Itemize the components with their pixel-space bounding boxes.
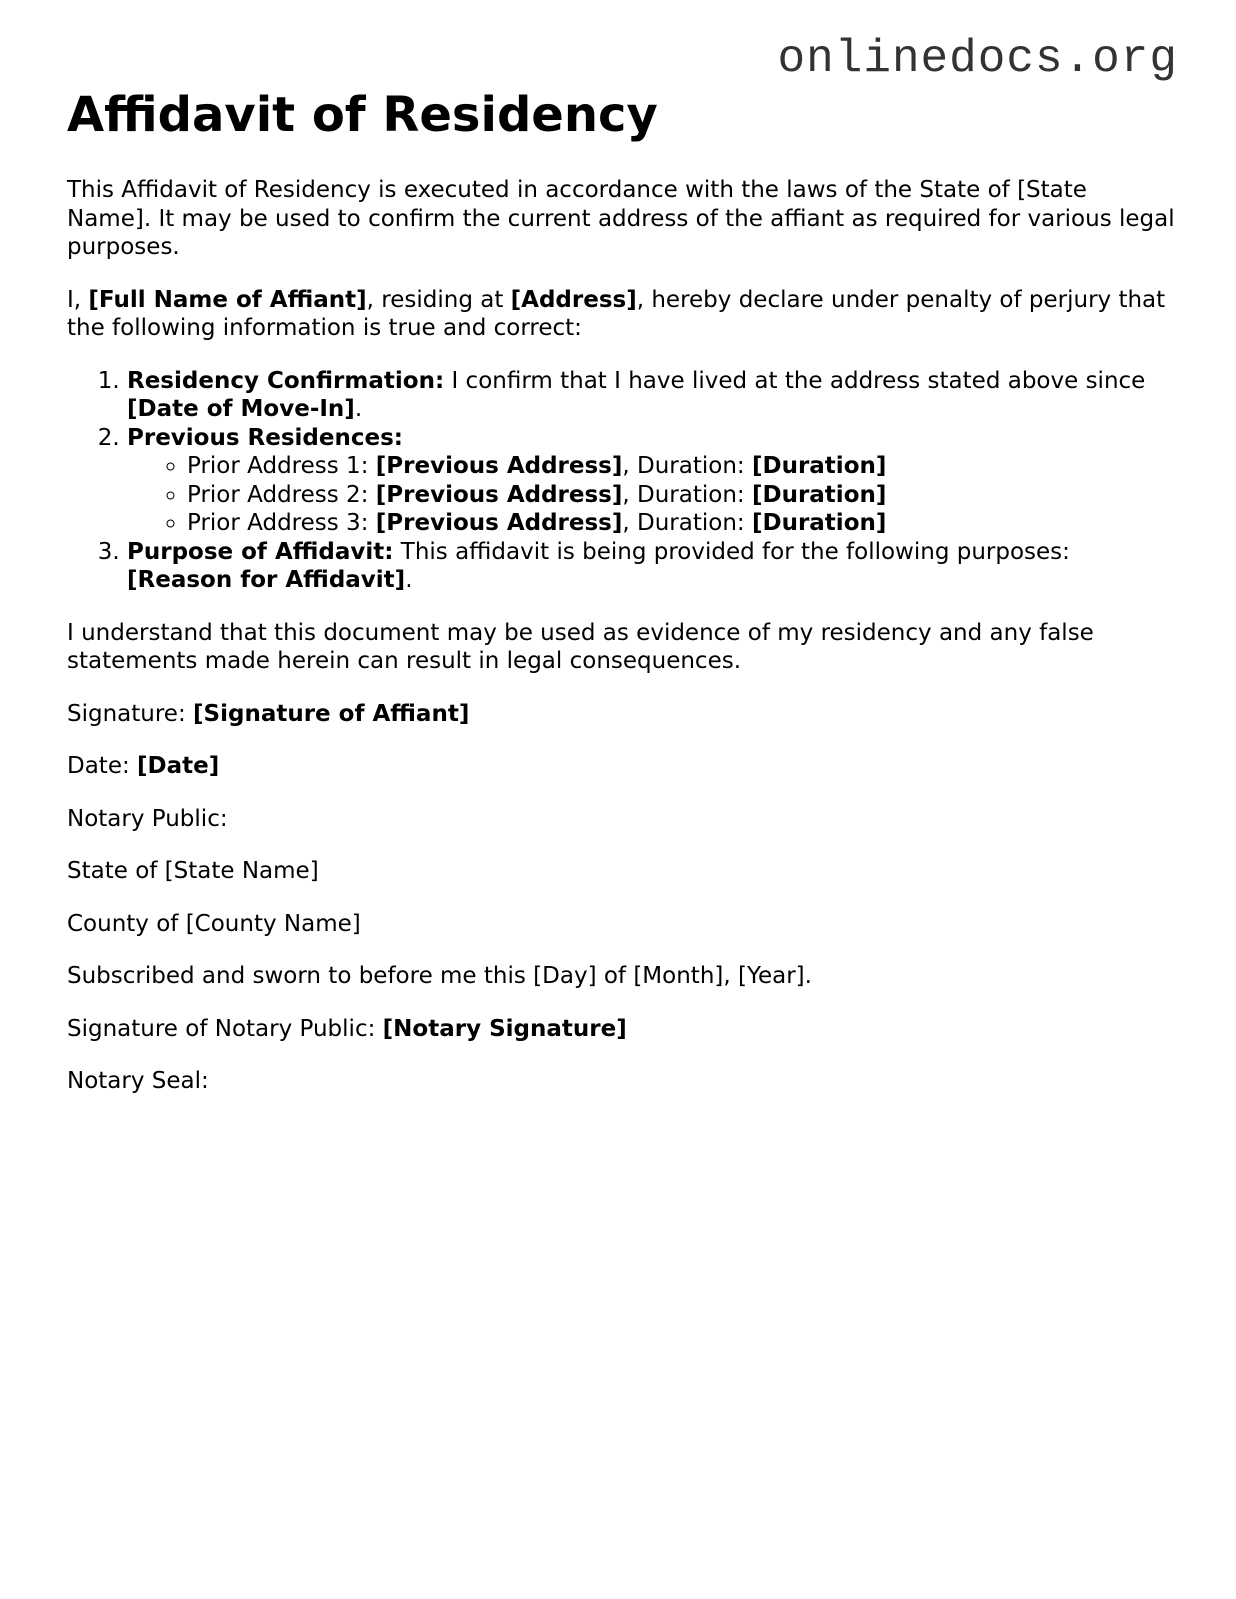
date-line <box>67 752 1177 781</box>
page-title: Affidavit of Residency <box>67 87 658 143</box>
signature-placeholder: [Signature of Affiant] <box>193 700 470 727</box>
affiant-name-placeholder: [Full Name of Affiant] <box>88 286 367 313</box>
list-item-previous <box>127 424 1177 538</box>
notary-seal-line: Notary Seal: <box>67 1068 209 1094</box>
purpose-end: . <box>405 567 413 593</box>
list-item-purpose <box>127 538 1177 595</box>
intro-paragraph: This Affidavit of Residency is executed in accordance with the laws of the State of [State Name]. It may be used to confirm the current address of the affiant as required for various legal purposes. <box>67 177 1175 260</box>
prior-address-item <box>187 481 1177 510</box>
signature-line <box>67 700 1177 729</box>
subscribed-line: Subscribed and sworn to before me this [Day] of [Month], [Year]. <box>67 963 812 989</box>
prior-address-item <box>187 509 1177 538</box>
duration-separator: , Duration: <box>622 453 752 479</box>
prior-address-item <box>187 452 1177 481</box>
previous-address-placeholder: [Previous Address] <box>375 481 623 508</box>
signature-label: Signature: <box>67 700 194 727</box>
date-label: Date: <box>67 753 138 779</box>
duration-placeholder: [Duration] <box>751 510 887 536</box>
prior-address-label: Prior Address 2: <box>187 481 376 508</box>
county-line: County of [County Name] <box>67 910 361 937</box>
understanding-paragraph: I understand that this document may be used as evidence of my residency and any false statements made herein can result in legal consequences. <box>67 619 1094 674</box>
notary-public-heading: Notary Public: <box>67 805 228 832</box>
move-in-date-placeholder: [Date of Move-In] <box>127 396 355 422</box>
reason-placeholder: [Reason for Affidavit] <box>127 567 406 593</box>
date-placeholder: [Date] <box>137 753 220 779</box>
previous-address-placeholder: [Previous Address] <box>375 510 623 536</box>
declaration-mid: , residing at <box>366 286 511 313</box>
site-watermark: onlinedocs.org <box>777 33 1178 85</box>
residency-end: . <box>354 396 363 422</box>
purpose-label: Purpose of Affidavit: <box>127 538 394 565</box>
notary-signature-label: Signature of Notary Public: <box>67 1015 383 1042</box>
duration-placeholder: [Duration] <box>751 453 887 479</box>
prior-address-label: Prior Address 3: <box>187 510 376 536</box>
notary-signature-placeholder: [Notary Signature] <box>382 1015 627 1042</box>
address-placeholder: [Address] <box>510 286 637 313</box>
previous-address-list <box>127 452 1177 538</box>
duration-separator: , Duration: <box>622 510 752 536</box>
previous-address-placeholder: [Previous Address] <box>375 453 623 479</box>
declaration-paragraph <box>67 286 1177 343</box>
state-line: State of [State Name] <box>67 858 319 884</box>
document-body <box>67 86 1177 1120</box>
purpose-text: This affidavit is being provided for the following purposes: <box>393 538 1070 565</box>
residency-label: Residency Confirmation: <box>127 367 445 394</box>
previous-label: Previous Residences: <box>127 424 403 451</box>
residency-text: I confirm that I have lived at the address stated above since <box>444 367 1146 394</box>
statement-list <box>67 367 1177 595</box>
list-item-residency <box>127 367 1177 424</box>
duration-separator: , Duration: <box>622 481 752 508</box>
declaration-prefix: I, <box>67 286 89 313</box>
declaration-suffix: , hereby declare under penalty of perjury that the following information is true and correct: <box>67 286 1166 341</box>
notary-signature-line <box>67 1015 1177 1044</box>
prior-address-label: Prior Address 1: <box>187 453 376 479</box>
duration-placeholder: [Duration] <box>751 481 887 508</box>
